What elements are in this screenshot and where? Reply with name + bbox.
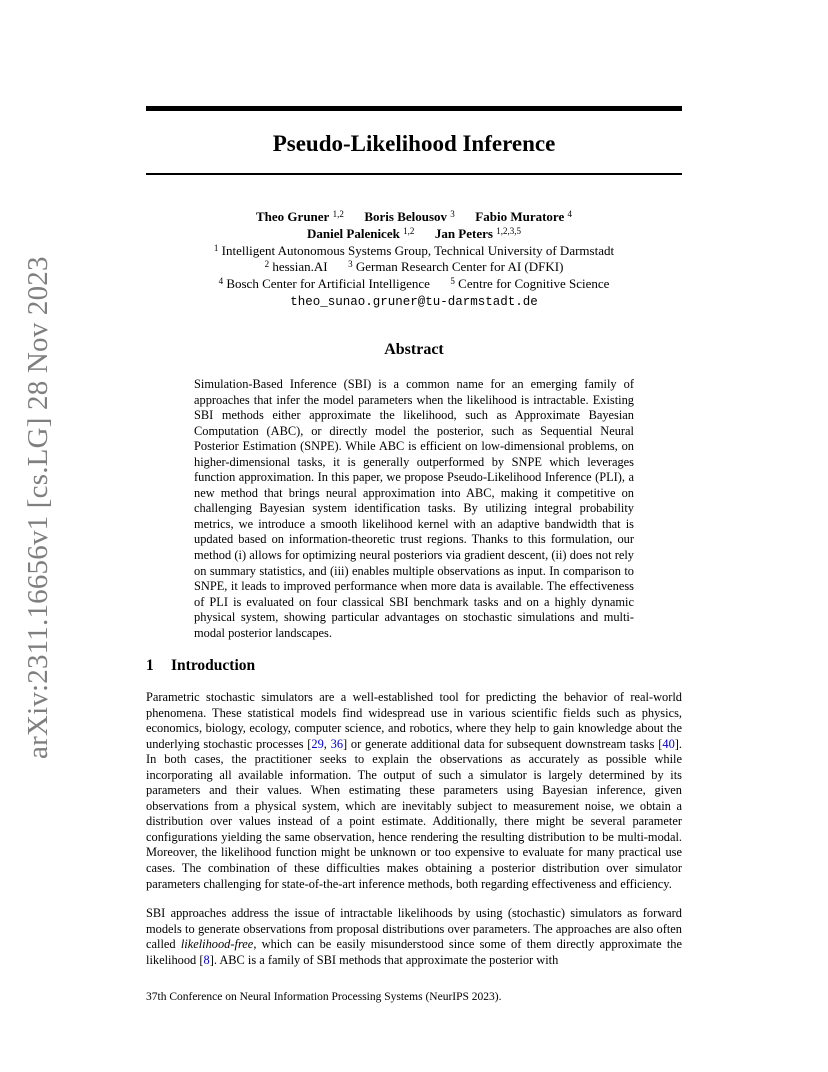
affiliation-mark: 1	[213, 242, 219, 253]
paper-title: Pseudo-Likelihood Inference	[272, 131, 556, 156]
citation-link[interactable]: 29	[311, 736, 324, 751]
citation-link[interactable]: 40	[662, 736, 675, 751]
citation-separator: ,	[323, 736, 331, 751]
emphasized-term: likelihood-free	[180, 937, 254, 952]
author-row-2	[146, 226, 682, 243]
introduction-paragraph-2	[146, 906, 682, 968]
paragraph-text: ]. In both cases, the practitioner seeks to explain the observations as accurately as possible while incorporating all available information. The output of such a simulator is largely determined by its parameters and their values. When estimating these parameters using Bayesian inference, given observations from a physical system, which are inevitably subject to measurement noise, we obtain a distribution over values instead of a point estimate. Additionally, there might be several parameter configurations yielding the same observation, hence rendering the resulting distribution to be multi-modal. Moreover, the likelihood function might be unknown or too expensive to evaluate for many practical use cases. The combination of these difficulties makes obtaining a posterior distribution over simulator parameters challenging for state-of-the-art inference methods, both regarding effectiveness and efficiency.	[146, 736, 682, 891]
affiliation-text: German Research Center for AI (DFKI)	[355, 259, 564, 275]
citation-link[interactable]: 8	[203, 952, 210, 967]
paragraph-text: , which can be easily misunderstood since some of them directly approximate the likelihood [	[146, 937, 682, 967]
paragraph-text: ] or generate additional data for subsequent downstream tasks [	[343, 736, 663, 751]
section-heading	[146, 657, 255, 675]
author-email[interactable]: theo_sunao.gruner@tu-darmstadt.de	[290, 294, 538, 309]
conference-footnote: 37th Conference on Neural Information Processing Systems (NeurIPS 2023).	[146, 991, 502, 1003]
affiliation-row-2	[146, 259, 682, 276]
affiliation-mark: 2	[264, 259, 270, 270]
email-row	[146, 293, 682, 311]
author-name: Daniel Palenicek	[307, 225, 400, 241]
affiliation-text: hessian.AI	[272, 259, 328, 275]
author-name: Boris Belousov	[364, 209, 448, 224]
author-name: Fabio Muratore	[475, 209, 565, 224]
paragraph-text: Parametric stochastic simulators are a well-established tool for predicting the behavior of real-world phenomena. These statistical models find widespread use in various scientific fields such as physics, economics, biology, ecology, computer science, and robotics, where they help to gain knowledge about the underlying stochastic processes [	[146, 690, 682, 751]
author-affiliation-mark: 1,2	[403, 225, 415, 236]
author-affiliation-mark: 1,2	[332, 209, 344, 219]
title-rule-top	[146, 106, 682, 111]
affiliation-row-1	[146, 243, 682, 260]
author-block	[146, 209, 682, 311]
paragraph-text: SBI approaches address the issue of intractable likelihoods by using (stochastic) simulators as forward models to generate observations from proposal distributions over parameters. The approaches are also often called	[146, 906, 682, 952]
arxiv-identifier: arXiv:2311.16656v1 [cs.LG] 28 Nov 2023	[22, 256, 54, 759]
paragraph-text: ]. ABC is a family of SBI methods that approximate the posterior with	[209, 952, 559, 967]
citation-link[interactable]: 36	[330, 736, 344, 751]
author-affiliation-mark: 3	[450, 209, 455, 219]
affiliation-mark: 4	[218, 276, 224, 287]
affiliation-mark: 3	[348, 259, 353, 270]
section-number: 1	[146, 657, 154, 674]
section-title: Introduction	[171, 657, 256, 674]
affiliation-mark: 5	[450, 276, 455, 287]
abstract-heading: Abstract	[384, 341, 444, 358]
author-row-1	[146, 209, 682, 226]
affiliation-text: Bosch Center for Artificial Intelligence	[226, 276, 430, 292]
affiliation-row-3	[146, 276, 682, 293]
author-name: Theo Gruner	[256, 209, 330, 224]
title-rule-bottom	[146, 173, 682, 175]
author-affiliation-mark: 1,2,3,5	[496, 225, 521, 236]
affiliation-text: Centre for Cognitive Science	[458, 276, 610, 292]
introduction-paragraph-1	[146, 690, 682, 892]
affiliation-text: Intelligent Autonomous Systems Group, Technical University of Darmstadt	[221, 242, 615, 258]
author-name: Jan Peters	[434, 225, 493, 241]
author-affiliation-mark: 4	[567, 209, 572, 219]
abstract-text: Simulation-Based Inference (SBI) is a common name for an emerging family of approaches that infer the model parameters when the likelihood is intractable. Existing SBI methods either approximate the likelihood, such as Approximate Bayesian Computation (ABC), or directly model the posterior, such as Sequential Neural Posterior Estimation (SNPE). While ABC is efficient on low-dimensional problems, on higher-dimensional tasks, it is generally outperformed by SNPE which leverages function approximation. In this paper, we propose Pseudo-Likelihood Inference (PLI), a new method that brings neural approximation into ABC, making it competitive on challenging Bayesian system identification tasks. By utilizing integral probability metrics, we introduce a smooth likelihood kernel with an adaptive bandwidth that is updated based on information-theoretic trust regions. Thanks to this formulation, our method (i) allows for optimizing neural posteriors via gradient descent, (ii) does not rely on summary statistics, and (iii) enables multiple observations as input. In comparison to SNPE, it leads to improved performance when more data is available. The effectiveness of PLI is evaluated on four classical SBI benchmark tasks and on a highly dynamic physical system, showing particular advantages on stochastic simulations and multi-modal posterior landscapes.	[194, 377, 634, 640]
